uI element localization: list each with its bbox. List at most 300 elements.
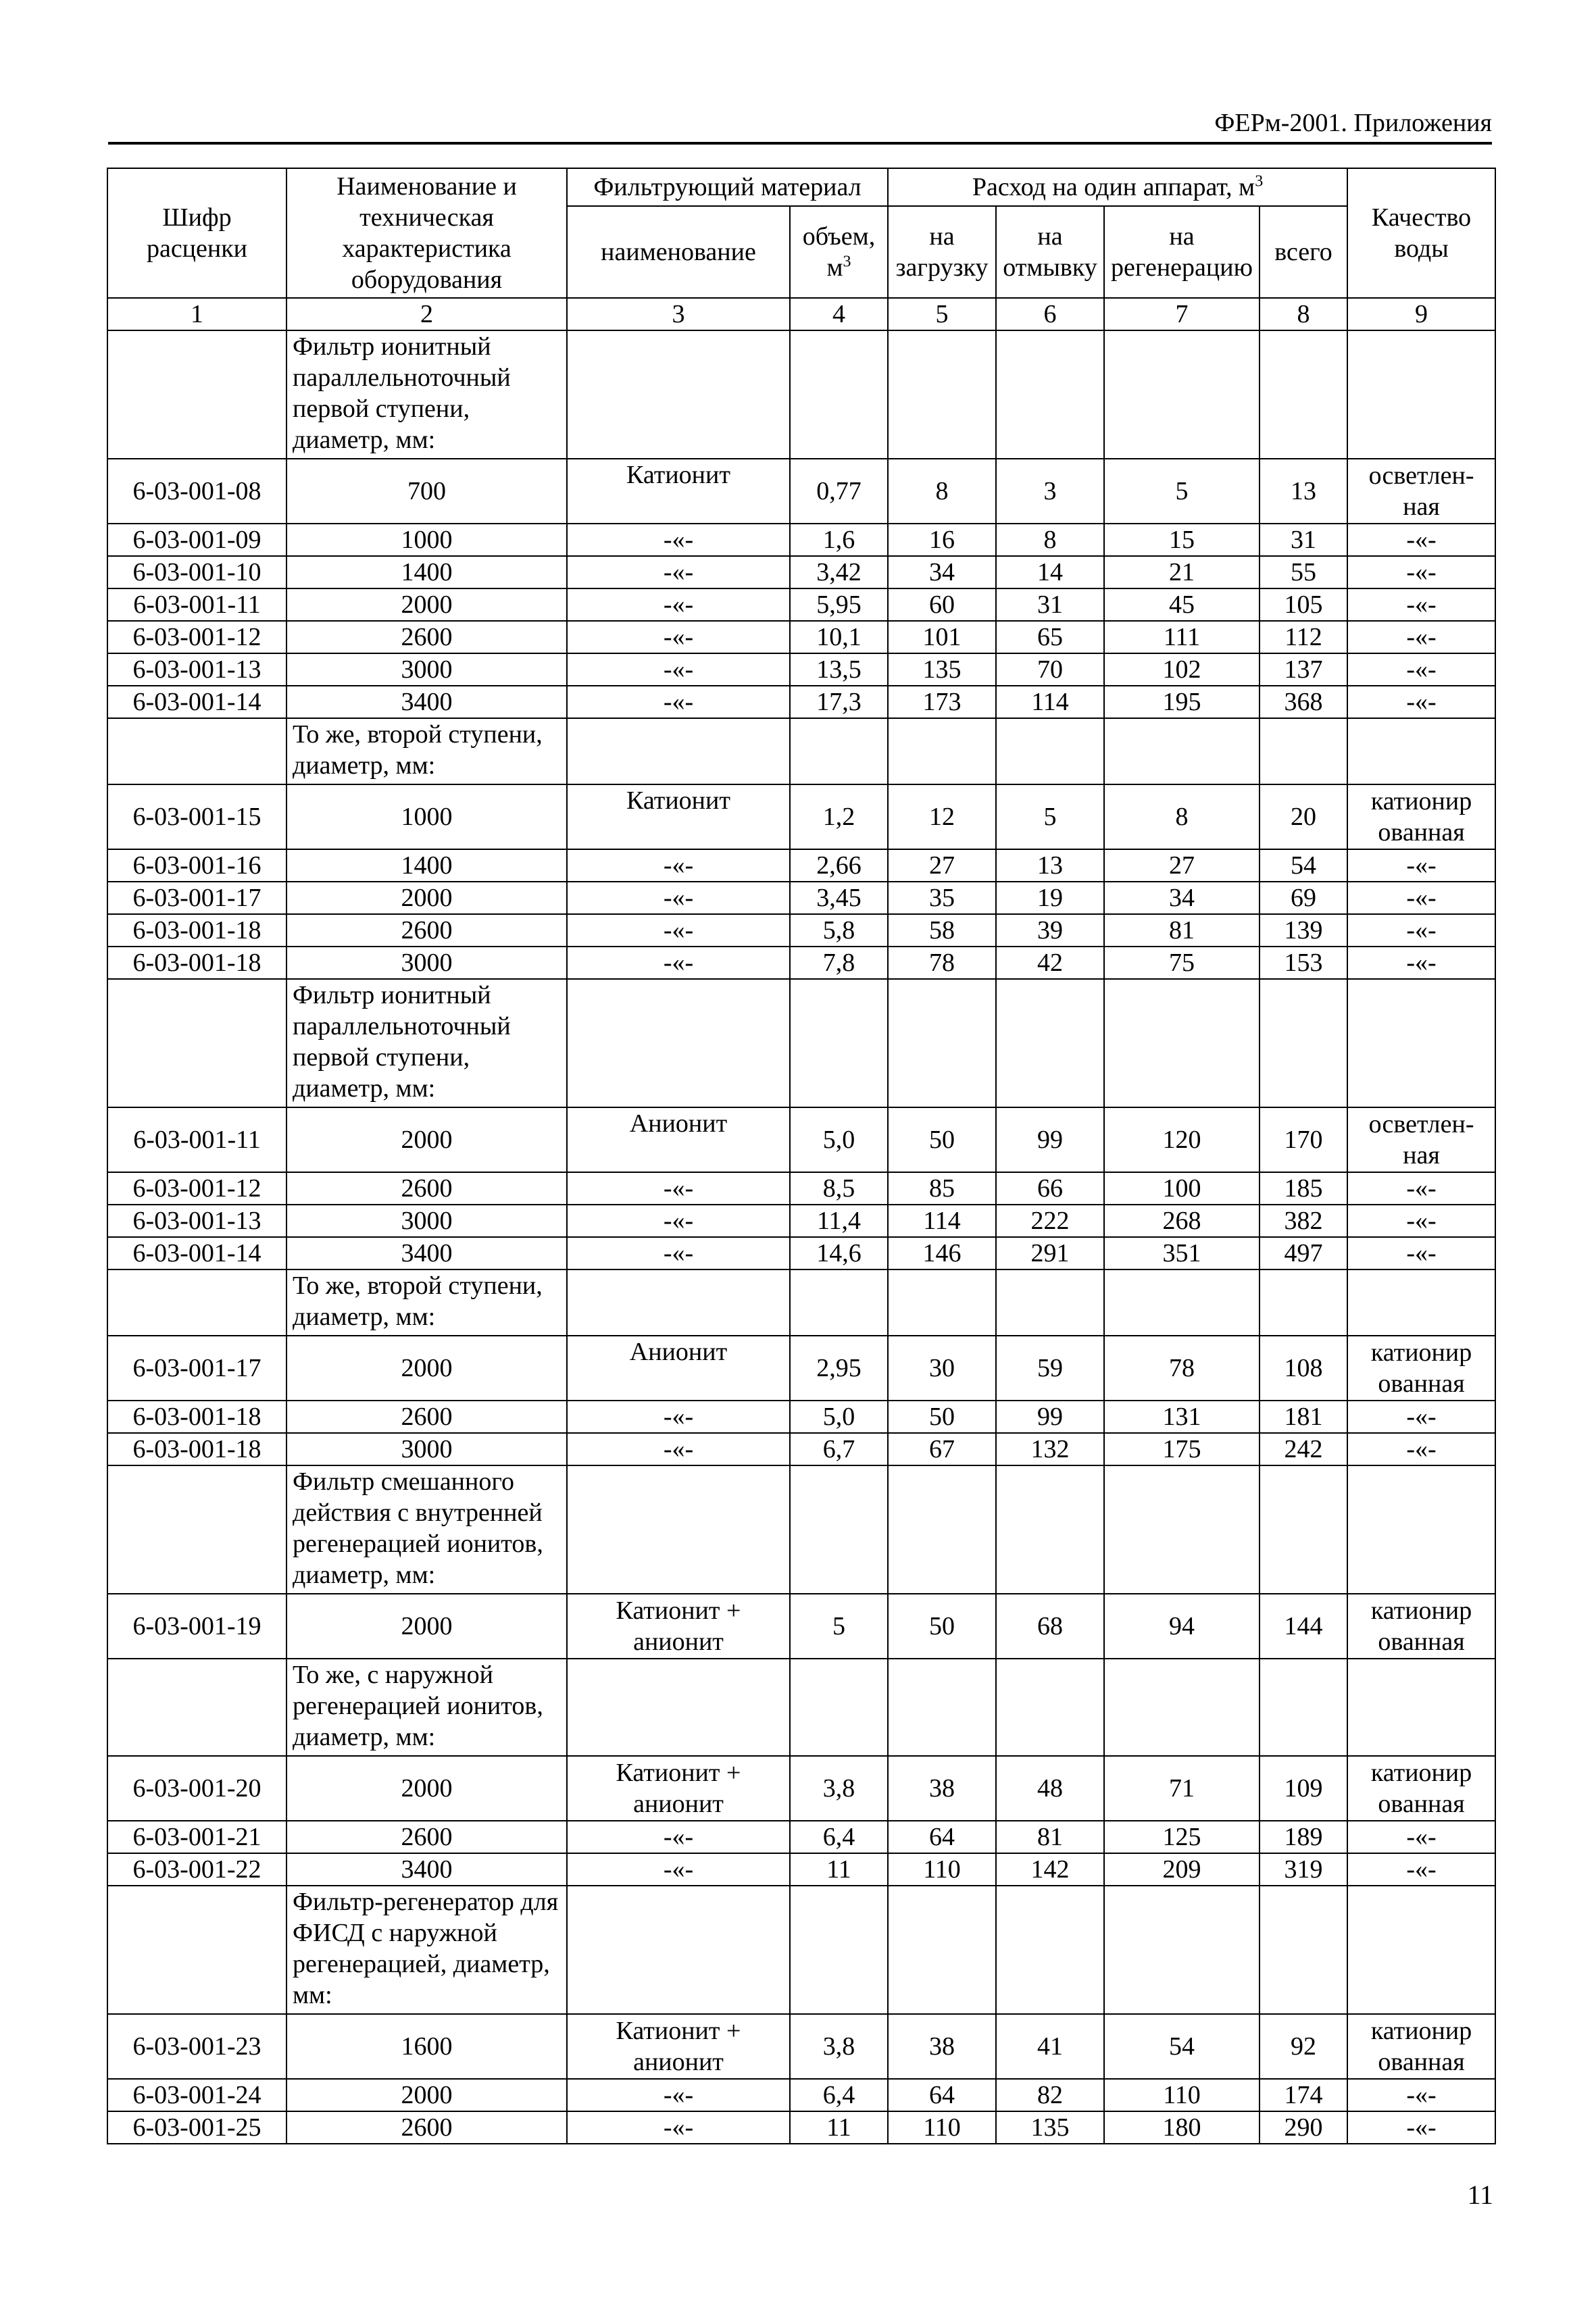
cell-water-quality: -«-: [1347, 914, 1495, 947]
cell-total: 20: [1260, 784, 1347, 849]
cell-diameter: 700: [286, 459, 567, 524]
cell-diameter: 2000: [286, 1756, 567, 1821]
empty-cell: [996, 1659, 1104, 1756]
cell-total: 144: [1260, 1594, 1347, 1659]
cell-water-quality: -«-: [1347, 947, 1495, 979]
cell-total: 112: [1260, 621, 1347, 653]
empty-cell: [1347, 330, 1495, 459]
cell-diameter: 2600: [286, 1401, 567, 1433]
header-washing: на отмывку: [996, 206, 1104, 298]
table-row: [107, 459, 1495, 524]
cell-total: 55: [1260, 556, 1347, 588]
cell-regeneration: 15: [1104, 524, 1260, 556]
cell-diameter: 3000: [286, 653, 567, 686]
empty-cell: [790, 718, 888, 784]
cell-loading: 78: [888, 947, 996, 979]
empty-cell: [1347, 1465, 1495, 1594]
cell-total: 185: [1260, 1172, 1347, 1205]
cell-regeneration: 27: [1104, 849, 1260, 882]
cell-washing: 31: [996, 588, 1104, 621]
cell-regeneration: 111: [1104, 621, 1260, 653]
table-row: [107, 524, 1495, 556]
group-heading: То же, с наружной регенерацией ионитов, диаметр, мм:: [286, 1659, 567, 1756]
column-number: 3: [567, 298, 790, 330]
cell-material: -«-: [567, 1172, 790, 1205]
cell-total: 109: [1260, 1756, 1347, 1821]
empty-cell: [790, 1886, 888, 2014]
cell-total: 319: [1260, 1853, 1347, 1886]
table-row: [107, 1237, 1495, 1269]
cell-volume: 1,2: [790, 784, 888, 849]
cell-diameter: 2000: [286, 1107, 567, 1172]
cell-code: 6-03-001-11: [107, 1107, 286, 1172]
table-row: [107, 849, 1495, 882]
empty-cell: [1104, 979, 1260, 1107]
empty-cell: [790, 1269, 888, 1336]
cell-regeneration: 21: [1104, 556, 1260, 588]
cell-code: 6-03-001-12: [107, 621, 286, 653]
cell-diameter: 3400: [286, 686, 567, 718]
cell-regeneration: 34: [1104, 882, 1260, 914]
cell-regeneration: 94: [1104, 1594, 1260, 1659]
cell-water-quality: -«-: [1347, 849, 1495, 882]
empty-cell: [996, 330, 1104, 459]
column-number: 7: [1104, 298, 1260, 330]
cell-diameter: 2600: [286, 621, 567, 653]
cell-total: 368: [1260, 686, 1347, 718]
cell-washing: 81: [996, 1821, 1104, 1853]
empty-cell: [567, 718, 790, 784]
cell-loading: 16: [888, 524, 996, 556]
table-row: [107, 1821, 1495, 1853]
cell-water-quality: катионир ованная: [1347, 1756, 1495, 1821]
cell-code: 6-03-001-13: [107, 653, 286, 686]
cell-loading: 35: [888, 882, 996, 914]
empty-cell: [888, 1886, 996, 2014]
header-consumption-text: Расход на один аппарат, м: [972, 173, 1255, 201]
header-name: Наименование и техническая характеристика оборудования: [286, 168, 567, 298]
cell-diameter: 1400: [286, 556, 567, 588]
empty-cell: [996, 718, 1104, 784]
column-number: 1: [107, 298, 286, 330]
cell-volume: 10,1: [790, 621, 888, 653]
cell-loading: 8: [888, 459, 996, 524]
empty-cell: [888, 979, 996, 1107]
cell-water-quality: -«-: [1347, 1433, 1495, 1465]
group-heading-row: [107, 1886, 1495, 2014]
cell-loading: 50: [888, 1594, 996, 1659]
empty-cell: [107, 1269, 286, 1336]
empty-cell: [567, 330, 790, 459]
header-volume-sup: 3: [843, 253, 851, 271]
cell-volume: 3,8: [790, 2014, 888, 2079]
empty-cell: [1104, 330, 1260, 459]
empty-cell: [1347, 718, 1495, 784]
cell-code: 6-03-001-21: [107, 1821, 286, 1853]
cell-loading: 50: [888, 1107, 996, 1172]
cell-washing: 70: [996, 653, 1104, 686]
cell-code: 6-03-001-18: [107, 1433, 286, 1465]
group-heading-row: [107, 1659, 1495, 1756]
cell-code: 6-03-001-24: [107, 2079, 286, 2111]
cell-diameter: 2000: [286, 1594, 567, 1659]
table-row: [107, 784, 1495, 849]
table-row: [107, 1172, 1495, 1205]
header-volume-text: объем, м: [802, 222, 876, 282]
cell-regeneration: 5: [1104, 459, 1260, 524]
cell-volume: 11: [790, 2111, 888, 2144]
table-row: [107, 1433, 1495, 1465]
cell-total: 170: [1260, 1107, 1347, 1172]
cell-total: 105: [1260, 588, 1347, 621]
cell-washing: 132: [996, 1433, 1104, 1465]
cell-water-quality: -«-: [1347, 2079, 1495, 2111]
cell-water-quality: катионир ованная: [1347, 2014, 1495, 2079]
cell-volume: 8,5: [790, 1172, 888, 1205]
cell-water-quality: -«-: [1347, 1853, 1495, 1886]
empty-cell: [1104, 1886, 1260, 2014]
column-number: 9: [1347, 298, 1495, 330]
cell-material: -«-: [567, 1433, 790, 1465]
cell-diameter: 2600: [286, 1821, 567, 1853]
cell-loading: 85: [888, 1172, 996, 1205]
cell-total: 497: [1260, 1237, 1347, 1269]
cell-washing: 14: [996, 556, 1104, 588]
cell-total: 242: [1260, 1433, 1347, 1465]
cell-diameter: 2000: [286, 588, 567, 621]
cell-code: 6-03-001-14: [107, 1237, 286, 1269]
group-heading: То же, второй ступени, диаметр, мм:: [286, 1269, 567, 1336]
column-number: 5: [888, 298, 996, 330]
empty-cell: [107, 1465, 286, 1594]
cell-regeneration: 195: [1104, 686, 1260, 718]
empty-cell: [888, 718, 996, 784]
cell-washing: 82: [996, 2079, 1104, 2111]
header-filter-material: Фильтрующий материал: [567, 168, 888, 206]
cell-loading: 110: [888, 2111, 996, 2144]
cell-code: 6-03-001-23: [107, 2014, 286, 2079]
group-heading-row: [107, 1269, 1495, 1336]
cell-code: 6-03-001-17: [107, 882, 286, 914]
cell-regeneration: 54: [1104, 2014, 1260, 2079]
empty-cell: [1104, 718, 1260, 784]
group-heading-row: [107, 330, 1495, 459]
table-row: [107, 882, 1495, 914]
cell-diameter: 2600: [286, 2111, 567, 2144]
column-number: 6: [996, 298, 1104, 330]
running-header: ФЕРм-2001. Приложения: [1214, 109, 1492, 137]
cell-water-quality: -«-: [1347, 653, 1495, 686]
cell-total: 69: [1260, 882, 1347, 914]
table-body: [107, 330, 1495, 2144]
table-row: [107, 1401, 1495, 1433]
cell-material: Катионит: [567, 784, 790, 849]
cell-water-quality: -«-: [1347, 2111, 1495, 2144]
cell-washing: 291: [996, 1237, 1104, 1269]
cell-loading: 67: [888, 1433, 996, 1465]
header-total: всего: [1260, 206, 1347, 298]
cell-loading: 173: [888, 686, 996, 718]
cell-water-quality: -«-: [1347, 556, 1495, 588]
table-row: [107, 947, 1495, 979]
cell-volume: 6,4: [790, 1821, 888, 1853]
cell-material: Анионит: [567, 1107, 790, 1172]
cell-diameter: 3000: [286, 1433, 567, 1465]
cell-total: 290: [1260, 2111, 1347, 2144]
cell-loading: 30: [888, 1336, 996, 1401]
empty-cell: [107, 1659, 286, 1756]
cell-diameter: 2000: [286, 882, 567, 914]
cell-regeneration: 45: [1104, 588, 1260, 621]
header-consumption-sup: 3: [1255, 172, 1264, 191]
cell-volume: 5,95: [790, 588, 888, 621]
table-row: [107, 621, 1495, 653]
empty-cell: [888, 1659, 996, 1756]
empty-cell: [1104, 1659, 1260, 1756]
header-consumption: [888, 168, 1347, 206]
cell-diameter: 3000: [286, 1205, 567, 1237]
empty-cell: [107, 979, 286, 1107]
cell-regeneration: 110: [1104, 2079, 1260, 2111]
cell-code: 6-03-001-18: [107, 914, 286, 947]
cell-water-quality: -«-: [1347, 621, 1495, 653]
cell-volume: 14,6: [790, 1237, 888, 1269]
cell-water-quality: катионир ованная: [1347, 1594, 1495, 1659]
cell-diameter: 2000: [286, 1336, 567, 1401]
empty-cell: [567, 1886, 790, 2014]
cell-regeneration: 100: [1104, 1172, 1260, 1205]
empty-cell: [1260, 330, 1347, 459]
cell-volume: 3,42: [790, 556, 888, 588]
empty-cell: [888, 1465, 996, 1594]
empty-cell: [107, 718, 286, 784]
group-heading: Фильтр ионитный параллельноточный первой ступени, диаметр, мм:: [286, 330, 567, 459]
cell-material: -«-: [567, 524, 790, 556]
cell-washing: 99: [996, 1401, 1104, 1433]
cell-washing: 135: [996, 2111, 1104, 2144]
header-regeneration: на регенерацию: [1104, 206, 1260, 298]
empty-cell: [996, 979, 1104, 1107]
cell-diameter: 1400: [286, 849, 567, 882]
header-water-quality: Качество воды: [1347, 168, 1495, 298]
cell-material: -«-: [567, 1821, 790, 1853]
empty-cell: [567, 1659, 790, 1756]
cell-washing: 66: [996, 1172, 1104, 1205]
cell-regeneration: 81: [1104, 914, 1260, 947]
cell-loading: 50: [888, 1401, 996, 1433]
column-number: 4: [790, 298, 888, 330]
cell-water-quality: катионир ованная: [1347, 1336, 1495, 1401]
cell-material: -«-: [567, 1853, 790, 1886]
cell-loading: 38: [888, 2014, 996, 2079]
cell-material: -«-: [567, 1237, 790, 1269]
cell-regeneration: 75: [1104, 947, 1260, 979]
page-number: 11: [1467, 2180, 1493, 2210]
cell-code: 6-03-001-10: [107, 556, 286, 588]
cell-total: 382: [1260, 1205, 1347, 1237]
header-rule: [108, 142, 1492, 145]
header-loading: на загрузку: [888, 206, 996, 298]
group-heading: Фильтр смешанного действия с внутренней регенерацией ионитов, диаметр, мм:: [286, 1465, 567, 1594]
cell-total: 139: [1260, 914, 1347, 947]
header-volume: [790, 206, 888, 298]
cell-water-quality: осветлен-ная: [1347, 1107, 1495, 1172]
cell-loading: 101: [888, 621, 996, 653]
table-row: [107, 1756, 1495, 1821]
empty-cell: [996, 1465, 1104, 1594]
cell-regeneration: 131: [1104, 1401, 1260, 1433]
cell-loading: 114: [888, 1205, 996, 1237]
cell-volume: 5,8: [790, 914, 888, 947]
cell-total: 31: [1260, 524, 1347, 556]
table-row: [107, 653, 1495, 686]
cell-volume: 3,45: [790, 882, 888, 914]
cell-code: 6-03-001-22: [107, 1853, 286, 1886]
table-row: [107, 1107, 1495, 1172]
cell-code: 6-03-001-20: [107, 1756, 286, 1821]
cell-water-quality: -«-: [1347, 1205, 1495, 1237]
empty-cell: [1260, 1269, 1347, 1336]
cell-material: -«-: [567, 849, 790, 882]
cell-water-quality: -«-: [1347, 1172, 1495, 1205]
cell-loading: 60: [888, 588, 996, 621]
cell-loading: 146: [888, 1237, 996, 1269]
cell-code: 6-03-001-18: [107, 1401, 286, 1433]
cell-volume: 11,4: [790, 1205, 888, 1237]
cell-water-quality: -«-: [1347, 1821, 1495, 1853]
cell-regeneration: 351: [1104, 1237, 1260, 1269]
table-row: [107, 2014, 1495, 2079]
cell-material: -«-: [567, 882, 790, 914]
cell-diameter: 1000: [286, 524, 567, 556]
cell-material: Катионит + анионит: [567, 1594, 790, 1659]
cell-loading: 38: [888, 1756, 996, 1821]
cell-code: 6-03-001-19: [107, 1594, 286, 1659]
cell-regeneration: 125: [1104, 1821, 1260, 1853]
cell-material: Катионит + анионит: [567, 1756, 790, 1821]
cell-washing: 39: [996, 914, 1104, 947]
empty-cell: [1260, 1465, 1347, 1594]
cell-washing: 3: [996, 459, 1104, 524]
cell-washing: 48: [996, 1756, 1104, 1821]
empty-cell: [1347, 1886, 1495, 2014]
cell-material: -«-: [567, 2111, 790, 2144]
cell-washing: 68: [996, 1594, 1104, 1659]
cell-washing: 42: [996, 947, 1104, 979]
table-row: [107, 686, 1495, 718]
group-heading: Фильтр-регенератор для ФИСД с наружной регенерацией, диаметр, мм:: [286, 1886, 567, 2014]
cell-regeneration: 268: [1104, 1205, 1260, 1237]
cell-volume: 6,7: [790, 1433, 888, 1465]
table-row: [107, 1853, 1495, 1886]
empty-cell: [567, 979, 790, 1107]
cell-regeneration: 120: [1104, 1107, 1260, 1172]
empty-cell: [1104, 1269, 1260, 1336]
table-row: [107, 1336, 1495, 1401]
cell-code: 6-03-001-08: [107, 459, 286, 524]
empty-cell: [107, 1886, 286, 2014]
cell-code: 6-03-001-13: [107, 1205, 286, 1237]
cell-diameter: 3400: [286, 1237, 567, 1269]
header-material-name: наименование: [567, 206, 790, 298]
cell-washing: 8: [996, 524, 1104, 556]
empty-cell: [888, 330, 996, 459]
cell-material: -«-: [567, 621, 790, 653]
empty-cell: [1347, 1659, 1495, 1756]
group-heading: То же, второй ступени, диаметр, мм:: [286, 718, 567, 784]
empty-cell: [107, 330, 286, 459]
cell-volume: 0,77: [790, 459, 888, 524]
cell-washing: 5: [996, 784, 1104, 849]
cell-loading: 12: [888, 784, 996, 849]
table-row: [107, 1594, 1495, 1659]
cell-water-quality: -«-: [1347, 882, 1495, 914]
cell-material: -«-: [567, 653, 790, 686]
cell-regeneration: 102: [1104, 653, 1260, 686]
empty-cell: [1260, 979, 1347, 1107]
cell-diameter: 3400: [286, 1853, 567, 1886]
header-code: Шифр расценки: [107, 168, 286, 298]
cell-code: 6-03-001-11: [107, 588, 286, 621]
empty-cell: [790, 330, 888, 459]
cell-loading: 64: [888, 1821, 996, 1853]
cell-volume: 5: [790, 1594, 888, 1659]
cell-total: 174: [1260, 2079, 1347, 2111]
cell-washing: 13: [996, 849, 1104, 882]
cell-diameter: 1000: [286, 784, 567, 849]
cell-water-quality: -«-: [1347, 1401, 1495, 1433]
cell-water-quality: -«-: [1347, 686, 1495, 718]
empty-cell: [1104, 1465, 1260, 1594]
cell-washing: 99: [996, 1107, 1104, 1172]
cell-code: 6-03-001-18: [107, 947, 286, 979]
table-row: [107, 1205, 1495, 1237]
column-number: 8: [1260, 298, 1347, 330]
empty-cell: [790, 1659, 888, 1756]
cell-washing: 114: [996, 686, 1104, 718]
empty-cell: [1260, 1659, 1347, 1756]
empty-cell: [1260, 718, 1347, 784]
column-number-row: [107, 298, 1495, 330]
column-number: 2: [286, 298, 567, 330]
cell-regeneration: 180: [1104, 2111, 1260, 2144]
cell-loading: 64: [888, 2079, 996, 2111]
cell-regeneration: 175: [1104, 1433, 1260, 1465]
table-row: [107, 2111, 1495, 2144]
cell-regeneration: 8: [1104, 784, 1260, 849]
cell-volume: 1,6: [790, 524, 888, 556]
cell-total: 108: [1260, 1336, 1347, 1401]
cell-total: 92: [1260, 2014, 1347, 2079]
table-row: [107, 588, 1495, 621]
cell-volume: 5,0: [790, 1401, 888, 1433]
empty-cell: [567, 1269, 790, 1336]
cell-material: Анионит: [567, 1336, 790, 1401]
cell-diameter: 2600: [286, 914, 567, 947]
group-heading-row: [107, 718, 1495, 784]
cell-total: 13: [1260, 459, 1347, 524]
cell-regeneration: 209: [1104, 1853, 1260, 1886]
cell-material: -«-: [567, 947, 790, 979]
cell-water-quality: -«-: [1347, 524, 1495, 556]
empty-cell: [1347, 979, 1495, 1107]
cell-material: -«-: [567, 1401, 790, 1433]
cell-volume: 2,66: [790, 849, 888, 882]
cell-material: -«-: [567, 914, 790, 947]
cell-code: 6-03-001-16: [107, 849, 286, 882]
cell-washing: 222: [996, 1205, 1104, 1237]
cell-diameter: 2600: [286, 1172, 567, 1205]
